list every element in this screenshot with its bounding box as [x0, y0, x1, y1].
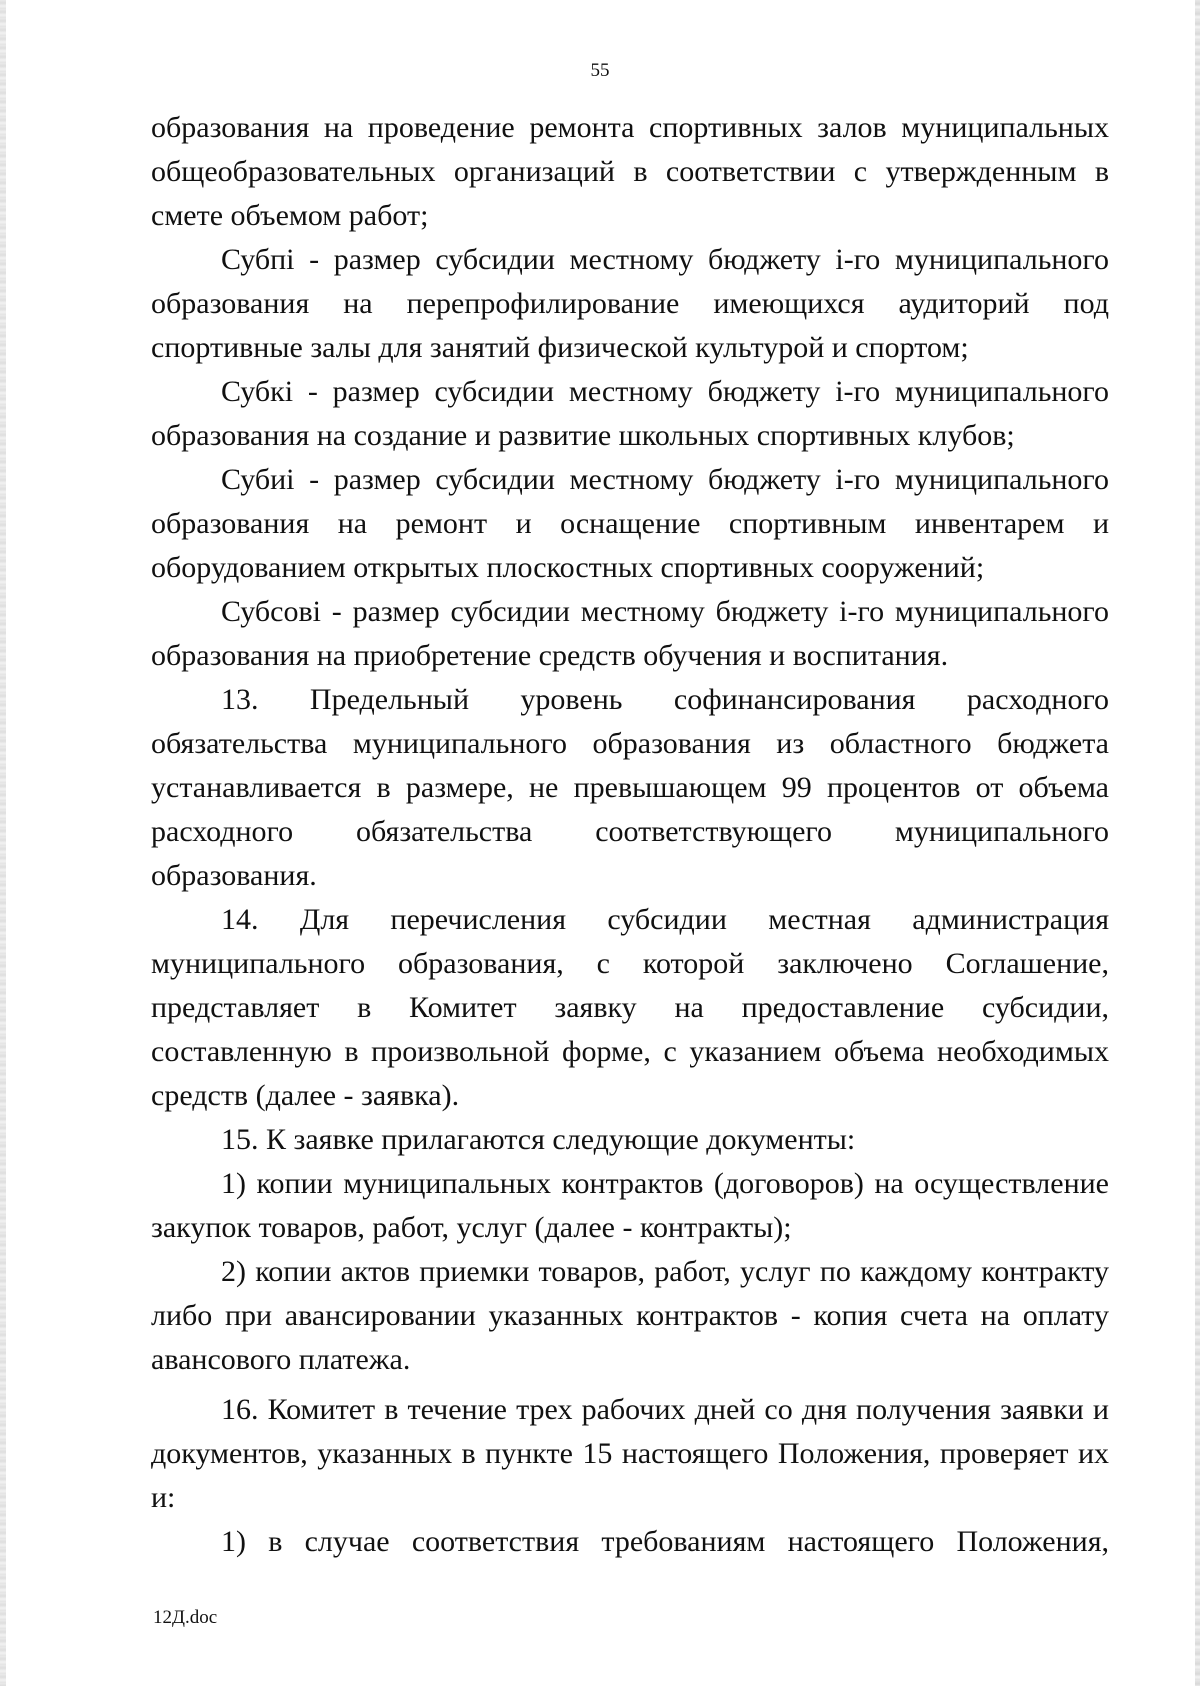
paragraph-subii: Субиі - размер субсидии местному бюджету і-го муниципального образования на ремонт и оснащение спортивным инвентарем и оборудованием открытых плоскостных спортивных сооружений; [151, 463, 1109, 584]
paragraph-subsovi: Субсові - размер субсидии местному бюджету і-го муниципального образования на приобретение средств обучения и воспитания. [151, 595, 1109, 672]
paragraph-subpi: Субпі - размер субсидии местному бюджету і-го муниципального образования на перепрофилирование имеющихся аудиторий под спортивные залы для занятий физической культурой и спортом; [151, 243, 1109, 364]
paragraph-continuation: образования на проведение ремонта спортивных залов муниципальных общеобразовательных организаций в соответствии с утвержденным в смете объемом работ; [151, 111, 1109, 232]
paragraph-13: 13. Предельный уровень софинансирования расходного обязательства муниципального образования из областного бюджета устанавливается в размере, не превышающем 99 процентов от объема расходного обязательства соответствующего муниципального образования. [151, 683, 1109, 892]
paragraph-15: 15. К заявке прилагаются следующие документы: [221, 1123, 856, 1156]
scan-edge-left [0, 0, 6, 1686]
list-item-15-1: 1) копии муниципальных контрактов (договоров) на осуществление закупок товаров, работ, услуг (далее - контракты); [151, 1167, 1109, 1244]
paragraph-14: 14. Для перечисления субсидии местная администрация муниципального образования, с которой заключено Соглашение, представляет в Комитет заявку на предоставление субсидии, составленную в произвольной форме, с указанием объема необходимых средств (далее - заявка). [151, 903, 1109, 1112]
paragraph-16: 16. Комитет в течение трех рабочих дней со дня получения заявки и документов, указанных в пункте 15 настоящего Положения, проверяет их и: [151, 1393, 1109, 1514]
list-item-15-2: 2) копии актов приемки товаров, работ, услуг по каждому контракту либо при авансировании указанных контрактов - копия счета на оплату авансового платежа. [151, 1255, 1109, 1376]
list-item-16-1: 1) в случае соответствия требованиям настоящего Положения, [221, 1525, 1109, 1558]
document-body [151, 106, 1109, 1564]
footer-filename: 12Д.doc [153, 1607, 218, 1628]
scan-edge-right [1195, 0, 1200, 1686]
page-number: 55 [590, 60, 610, 81]
paragraph-subki: Субкі - размер субсидии местному бюджету і-го муниципального образования на создание и развитие школьных спортивных клубов; [151, 375, 1109, 452]
